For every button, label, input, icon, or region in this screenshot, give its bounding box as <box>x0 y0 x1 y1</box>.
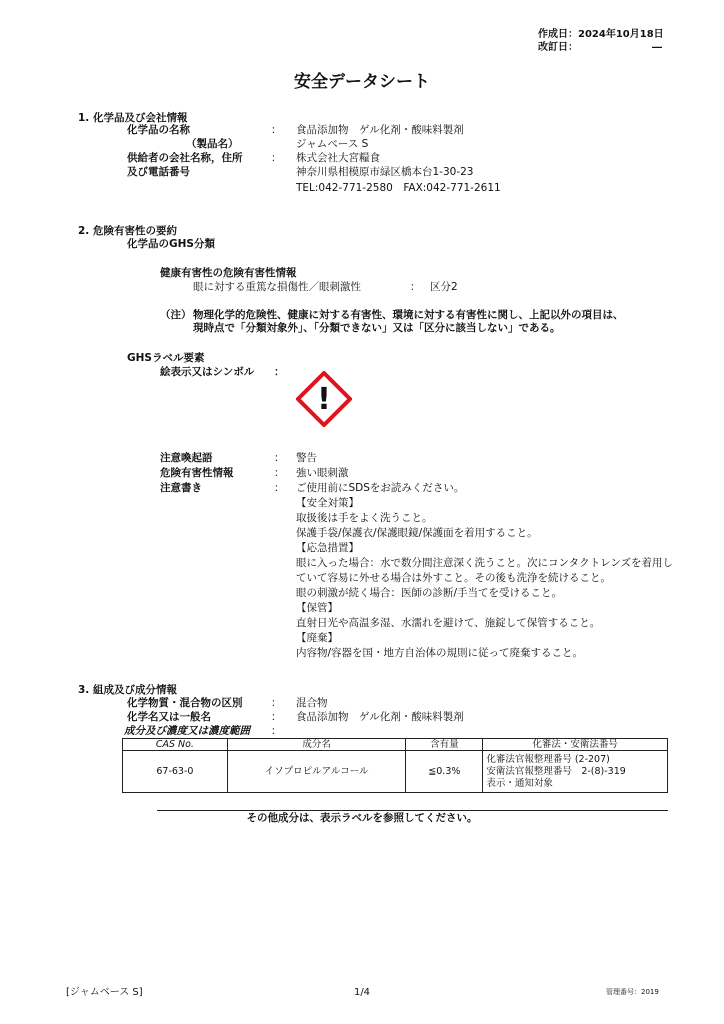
precaution-line: 【安全対策】 <box>296 497 359 509</box>
content-value: ≦0.3% <box>406 751 483 793</box>
content-header: 含有量 <box>406 739 483 751</box>
tel-fax: TEL:042-771-2580 FAX:042-771-2611 <box>296 182 501 194</box>
revised-label: 改訂日： <box>538 42 578 53</box>
substance-mixture-sep: ： <box>271 697 282 709</box>
chemical-name-sep: ： <box>271 711 282 723</box>
hazard-statement-label: 危険有害性情報 <box>160 467 234 479</box>
document-title: 安全データシート <box>294 72 430 92</box>
regulation-number-header: 化審法・安衛法番号 <box>483 739 668 751</box>
precaution-line: 【保管】 <box>296 602 338 614</box>
precaution-line: 取扱後は手をよく洗うこと。 <box>296 512 433 524</box>
eye-irritation-item: 眼に対する重篤な損傷性／眼刺激性 <box>193 281 361 293</box>
created-date <box>538 28 664 41</box>
signal-word-sep: ： <box>274 452 285 464</box>
health-hazard-heading: 健康有害性の危険有害性情報 <box>160 267 297 279</box>
chemical-name-value: 食品添加物 ゲル化剤・酸味料製剤 <box>296 711 464 723</box>
note-label: （注） <box>160 309 192 321</box>
supplier-label: 供給者の会社名称，住所 <box>127 152 243 164</box>
precaution-line: ご使用前にSDSをお読みください。 <box>296 482 465 494</box>
revised-value: ― <box>652 42 662 53</box>
control-number: 管理番号：2019 <box>606 988 659 996</box>
section1-heading: 1. 化学品及び会社情報 <box>78 112 188 124</box>
product-name-value: 食品添加物 ゲル化剤・酸味料製剤 <box>296 124 464 136</box>
address-value: 神奈川県相模原市緑区橋本台1-30-23 <box>296 166 474 178</box>
note-line-1: 物理化学的危険性、健康に対する有害性、環境に対する有害性に関し、上記以外の項目は、 <box>193 309 624 321</box>
trade-name-label: （製品名） <box>186 138 239 150</box>
table-row <box>123 751 668 793</box>
precaution-label: 注意書き <box>160 482 202 494</box>
created-value: 2024年10月18日 <box>578 29 664 40</box>
footer-product-name: [ジャムベース S] <box>66 987 143 998</box>
other-components-note: その他成分は、表示ラベルを参照してください。 <box>246 812 478 824</box>
pictogram-label: 絵表示又はシンボル <box>160 366 255 378</box>
address-label: 及び電話番号 <box>127 166 190 178</box>
pictogram-sep: ： <box>274 366 285 378</box>
product-name-sep: ： <box>271 124 282 136</box>
table-header-row <box>123 739 668 751</box>
note-line-2: 現時点で「分類対象外」、「分類できない」又は「区分に該当しない」である。 <box>193 322 561 334</box>
trade-name-value: ジャムベース S <box>296 138 369 150</box>
section3-heading: 3. 組成及び成分情報 <box>78 684 177 696</box>
precaution-line: 保護手袋/保護衣/保護眼鏡/保護面を着用すること。 <box>296 527 538 539</box>
precaution-line: 眼に入った場合：水で数分間注意深く洗うこと。次にコンタクトレンズを着用し <box>296 557 674 569</box>
precaution-line: 内容物/容器を国・地方自治体の規則に従って廃棄すること。 <box>296 647 584 659</box>
section2-heading: 2. 危険有害性の要約 <box>78 225 177 237</box>
concentration-label: 成分及び濃度又は濃度範囲 <box>124 725 250 737</box>
product-name-label: 化学品の名称 <box>127 124 190 136</box>
eye-irritation-category: 区分2 <box>430 281 458 293</box>
precaution-line: 眼の刺激が続く場合：医師の診断/手当てを受けること。 <box>296 587 563 599</box>
regulation-line-3: 表示・通知対象 <box>486 777 553 789</box>
component-name: イソプロピルアルコール <box>227 751 406 793</box>
regulation-numbers <box>483 751 668 793</box>
page-number: 1/4 <box>353 987 371 998</box>
precaution-line: 直射日光や高温多湿、水濡れを避けて、施錠して保管すること。 <box>296 617 601 629</box>
concentration-sep: ： <box>271 725 282 737</box>
ghs-class-heading: 化学品のGHS分類 <box>127 238 215 250</box>
exclamation-mark-icon <box>296 371 352 427</box>
label-elements-heading: GHSラベル要素 <box>127 352 205 364</box>
precaution-line: 【廃棄】 <box>296 632 338 644</box>
regulation-line-2: 安衛法官報整理番号 2-(8)-319 <box>486 765 626 777</box>
created-label: 作成日： <box>538 29 578 40</box>
pictogram-glyph: ! <box>317 382 331 417</box>
regulation-line-1: 化審法官報整理番号 (2-207) <box>486 753 610 765</box>
signal-word-value: 警告 <box>296 452 317 464</box>
precaution-line: 【応急措置】 <box>296 542 359 554</box>
cas-number: 67-63-0 <box>123 751 228 793</box>
revised-date <box>538 41 578 54</box>
component-name-header: 成分名 <box>227 739 406 751</box>
chemical-name-label: 化学名又は一般名 <box>127 711 211 723</box>
precaution-sep: ： <box>274 482 285 494</box>
hazard-statement-sep: ： <box>274 467 285 479</box>
divider <box>157 810 668 811</box>
supplier-sep: ： <box>271 152 282 164</box>
supplier-value: 株式会社大宮糧食 <box>296 152 380 164</box>
eye-irritation-sep: ： <box>410 281 421 293</box>
cas-header: CAS No. <box>123 739 228 751</box>
composition-table <box>122 738 668 793</box>
substance-mixture-value: 混合物 <box>296 697 328 709</box>
substance-mixture-label: 化学物質・混合物の区別 <box>127 697 243 709</box>
precaution-line: ていて容易に外せる場合は外すこと。その後も洗浄を続けること。 <box>296 572 611 584</box>
hazard-statement-value: 強い眼刺激 <box>296 467 349 479</box>
signal-word-label: 注意喚起語 <box>160 452 213 464</box>
